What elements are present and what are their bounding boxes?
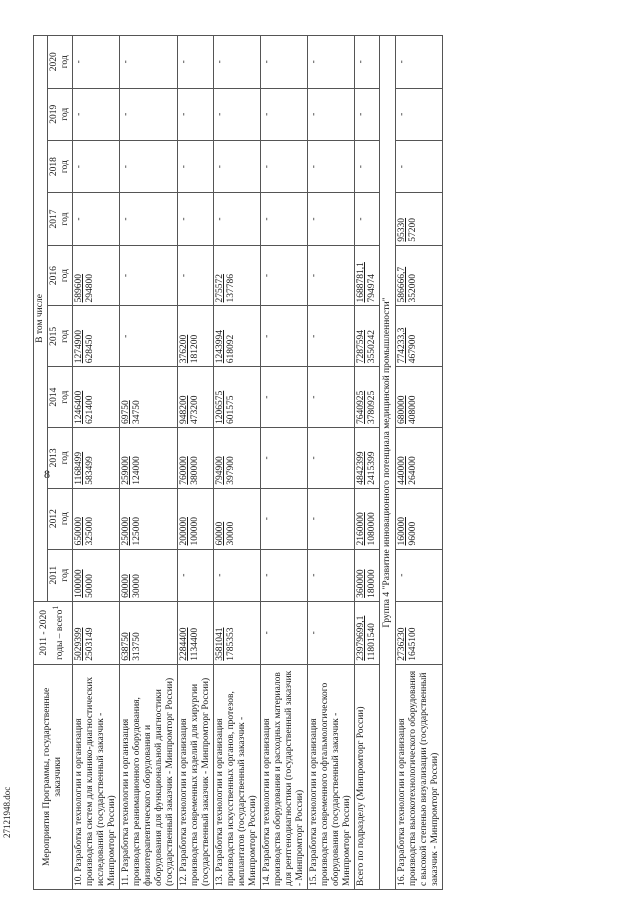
rotated-table-sheet [33, 35, 588, 890]
header-year-unit: год [60, 568, 70, 582]
year-cell-2018 [396, 140, 443, 192]
value-federal: 30000 [226, 521, 236, 546]
value-total: 5029399 [74, 627, 84, 661]
value-total: 360000 [356, 569, 366, 598]
year-cell-2014 [355, 367, 380, 428]
year-cell-2011 [214, 549, 261, 601]
value-total: 7287594 [356, 329, 366, 364]
group-title-row [380, 36, 396, 890]
year-cell-2017 [73, 193, 120, 245]
dash-value: - [262, 395, 272, 399]
value-total: 1243994 [215, 329, 225, 364]
header-year-2013 [48, 427, 73, 488]
year-cell-2018 [261, 140, 308, 192]
dash-value: - [74, 60, 84, 64]
year-cell-2016 [214, 245, 261, 306]
value-total: 160000 [397, 517, 407, 546]
year-cell-2011 [396, 549, 443, 601]
dash-value: - [121, 273, 131, 278]
dash-value: - [74, 217, 84, 221]
dash-value: - [74, 165, 84, 169]
year-cell-2018 [355, 140, 380, 192]
event-name: Всего по подразделу (Минпромторг России) [355, 664, 380, 889]
year-cell-2017 [178, 193, 214, 245]
year-cell-2019 [73, 88, 120, 140]
value-federal: 618092 [226, 334, 236, 364]
year-cell-2015 [396, 306, 443, 367]
year-cell-2014 [120, 367, 178, 428]
year-cell-2012 [396, 488, 443, 549]
year-cell-2019 [261, 88, 308, 140]
value-total: 1206575 [215, 390, 225, 424]
year-cell-2016 [308, 245, 355, 306]
year-cell-2018 [73, 140, 120, 192]
value-federal: 352000 [408, 273, 418, 303]
dash-value: - [121, 334, 131, 338]
header-total-footnote: 1 [51, 605, 61, 610]
year-cell-2016 [355, 245, 380, 306]
dash-value: - [215, 573, 225, 577]
dash-value: - [309, 217, 319, 221]
event-name: 13. Разработка технологии и организация производства искусственных органов, протезов, имплантатов (государственный заказчик - Минпромторг России) [214, 664, 261, 889]
header-including: В том числе [34, 36, 48, 602]
event-name: 12. Разработка технологии и организация производства современных изделий для хирургии (государственный заказчик - Минпромторг России) [178, 664, 214, 889]
year-cell-2015 [73, 306, 120, 367]
dash-value: - [179, 573, 189, 577]
dash-value: - [397, 112, 407, 116]
year-cell-2018 [178, 140, 214, 192]
event-total [120, 601, 178, 664]
header-year-unit: год [60, 107, 70, 121]
dash-value: - [262, 165, 272, 169]
year-cell-2018 [214, 140, 261, 192]
year-cell-2017 [355, 193, 380, 245]
value-total: 259000 [121, 456, 131, 485]
event-name: 14. Разработка технологии и организация производства оборудования и расходных материалов для рентгенодиагностики (государственный заказчик - Минпромторг России) [261, 664, 308, 889]
value-federal: 2415399 [367, 451, 377, 485]
year-cell-2019 [355, 88, 380, 140]
year-cell-2013 [178, 427, 214, 488]
dash-value: - [179, 273, 189, 278]
value-total: 2284400 [179, 627, 189, 661]
value-federal: 11801540 [367, 623, 377, 661]
value-federal: 1645100 [408, 627, 418, 661]
table-row-1 [120, 36, 178, 890]
page-number: 8 [44, 467, 50, 481]
year-cell-2020 [355, 36, 380, 89]
value-federal: 34750 [132, 400, 142, 424]
header-year-unit: год [60, 269, 70, 283]
value-federal: 57200 [408, 217, 418, 242]
value-total: 376200 [179, 334, 189, 364]
program-events-table [33, 35, 443, 890]
year-cell-2016 [178, 245, 214, 306]
header-year-unit: год [60, 160, 70, 174]
dash-value: - [309, 334, 319, 338]
table-row-0 [73, 36, 120, 890]
value-federal: 325000 [85, 517, 95, 546]
value-federal: 3550242 [367, 329, 377, 364]
value-total: 948200 [179, 395, 189, 424]
dash-value: - [179, 112, 189, 116]
year-cell-2013 [73, 427, 120, 488]
group-title: Группа 4 "Развитие инновационного потенциала медицинской промышленности" [380, 36, 396, 890]
value-total: 2736230 [397, 627, 407, 661]
value-federal: 467900 [408, 334, 418, 364]
value-federal: 125000 [132, 517, 142, 546]
year-cell-2019 [120, 88, 178, 140]
year-cell-2011 [261, 549, 308, 601]
year-cell-2014 [178, 367, 214, 428]
value-federal: 1785353 [226, 627, 236, 661]
year-cell-2015 [120, 306, 178, 367]
dash-value: - [309, 112, 319, 116]
value-federal: 583499 [85, 456, 95, 485]
dash-value: - [309, 60, 319, 64]
dash-value: - [356, 217, 366, 221]
value-federal: 181200 [190, 334, 200, 364]
year-cell-2017 [308, 193, 355, 245]
group4-row-0 [396, 36, 443, 890]
header-year-unit: год [60, 55, 70, 69]
dash-value: - [309, 165, 319, 169]
header-year-2014 [48, 367, 73, 428]
value-federal: 397900 [226, 456, 236, 485]
table-row-6 [355, 36, 380, 890]
value-federal: 137786 [226, 273, 236, 303]
value-total: 4842399 [356, 451, 366, 485]
value-total: 589600 [74, 273, 84, 303]
year-cell-2020 [120, 36, 178, 89]
dash-value: - [262, 456, 272, 460]
year-cell-2014 [396, 367, 443, 428]
year-cell-2017 [214, 193, 261, 245]
year-cell-2015 [355, 306, 380, 367]
header-year-number: 2016 [49, 266, 59, 286]
value-federal: 621400 [85, 395, 95, 424]
year-cell-2013 [214, 427, 261, 488]
dash-value: - [309, 631, 319, 635]
year-cell-2015 [261, 306, 308, 367]
value-total: 586666,7 [397, 266, 407, 303]
dash-value: - [309, 517, 319, 521]
year-cell-2015 [178, 306, 214, 367]
dash-value: - [179, 165, 189, 169]
event-name: 11. Разработка технологии и организация производства реанимационного оборудования, физиотерапевтического оборудования и оборудования для функциональной диагностики (государственный заказчик - Минпромторг России) [120, 664, 178, 889]
header-event: Мероприятия Программы, государственные заказчики [34, 664, 73, 889]
dash-value: - [262, 631, 272, 635]
year-cell-2011 [308, 549, 355, 601]
header-year-2011 [48, 549, 73, 601]
year-cell-2012 [73, 488, 120, 549]
dash-value: - [309, 573, 319, 577]
dash-value: - [215, 60, 225, 64]
value-federal: 124000 [132, 456, 142, 485]
year-cell-2013 [308, 427, 355, 488]
header-year-number: 2019 [49, 104, 59, 124]
dash-value: - [179, 217, 189, 221]
event-total [261, 601, 308, 664]
header-total: 2011 - 2020 годы – всего$^1$ [34, 601, 73, 664]
year-cell-2011 [120, 549, 178, 601]
header-year-unit: год [60, 329, 70, 343]
dash-value: - [397, 165, 407, 169]
value-total: 760000 [179, 456, 189, 485]
value-total: 275572 [215, 273, 225, 303]
event-name: 15. Разработка технологии и организация производства современного офтальмологического оборудования (государственный заказчик - Минпромторг России) [308, 664, 355, 889]
event-total [178, 601, 214, 664]
year-cell-2014 [214, 367, 261, 428]
dash-value: - [262, 573, 272, 577]
header-year-2020 [48, 36, 73, 89]
table-row-2 [178, 36, 214, 890]
dash-value: - [215, 165, 225, 169]
year-cell-2013 [261, 427, 308, 488]
dash-value: - [121, 165, 131, 169]
dash-value: - [74, 112, 84, 116]
value-federal: 294800 [85, 273, 95, 303]
event-total [308, 601, 355, 664]
value-federal: 794974 [367, 273, 377, 303]
value-federal: 30000 [132, 574, 142, 598]
value-total: 100000 [74, 569, 84, 598]
dash-value: - [356, 112, 366, 116]
dash-value: - [215, 112, 225, 116]
year-cell-2017 [396, 193, 443, 245]
year-cell-2015 [308, 306, 355, 367]
value-total: 774233,3 [397, 327, 407, 364]
footer-document-code: 27121948.doc [2, 786, 12, 838]
header-year-number: 2018 [49, 157, 59, 177]
header-year-2012 [48, 488, 73, 549]
value-federal: 2503149 [85, 627, 95, 661]
year-cell-2012 [308, 488, 355, 549]
year-cell-2020 [73, 36, 120, 89]
value-total: 1168499 [74, 451, 84, 485]
year-cell-2013 [396, 427, 443, 488]
header-year-number: 2014 [49, 387, 59, 407]
year-cell-2017 [120, 193, 178, 245]
dash-value: - [121, 217, 131, 221]
value-federal: 264000 [408, 456, 418, 485]
year-cell-2019 [308, 88, 355, 140]
value-federal: 473200 [190, 395, 200, 424]
header-year-number: 2012 [49, 509, 59, 529]
value-total: 794900 [215, 456, 225, 485]
year-cell-2012 [214, 488, 261, 549]
dash-value: - [262, 112, 272, 116]
header-year-number: 2017 [49, 209, 59, 229]
value-federal: 3780925 [367, 390, 377, 424]
value-total: 250000 [121, 517, 131, 546]
dash-value: - [262, 334, 272, 338]
year-cell-2019 [178, 88, 214, 140]
header-year-number: 2013 [49, 448, 59, 468]
dash-value: - [356, 60, 366, 64]
year-cell-2020 [214, 36, 261, 89]
header-year-2019 [48, 88, 73, 140]
table-row-4 [261, 36, 308, 890]
header-year-2016 [48, 245, 73, 306]
header-year-unit: год [60, 512, 70, 526]
year-cell-2011 [355, 549, 380, 601]
value-total: 3581041 [215, 627, 225, 661]
dash-value: - [309, 395, 319, 399]
year-cell-2012 [178, 488, 214, 549]
dash-value: - [262, 517, 272, 521]
value-federal: 313750 [132, 632, 142, 661]
event-total [214, 601, 261, 664]
value-federal: 380000 [190, 456, 200, 485]
year-cell-2020 [261, 36, 308, 89]
year-cell-2020 [308, 36, 355, 89]
table-row-3 [214, 36, 261, 890]
event-name: 16. Разработка технологии и организация производства высокотехнологического оборудования с высокой степенью визуализации (государственный заказчик - Минпромторг России) [396, 664, 443, 889]
value-total: 638750 [121, 632, 131, 661]
header-year-number: 2015 [49, 326, 59, 346]
header-year-number: 2020 [49, 52, 59, 72]
header-year-unit: год [60, 451, 70, 465]
value-total: 1274900 [74, 329, 84, 364]
dash-value: - [309, 273, 319, 278]
dash-value: - [262, 60, 272, 64]
table-row-5 [308, 36, 355, 890]
value-total: 60000 [121, 574, 131, 598]
year-cell-2018 [308, 140, 355, 192]
dash-value: - [262, 273, 272, 278]
year-cell-2016 [120, 245, 178, 306]
header-row-top [34, 36, 48, 890]
header-year-2017 [48, 193, 73, 245]
value-total: 440000 [397, 456, 407, 485]
dash-value: - [309, 456, 319, 460]
year-cell-2012 [355, 488, 380, 549]
year-cell-2013 [120, 427, 178, 488]
dash-value: - [179, 60, 189, 64]
year-cell-2014 [73, 367, 120, 428]
year-cell-2016 [396, 245, 443, 306]
header-year-2018 [48, 140, 73, 192]
year-cell-2012 [261, 488, 308, 549]
event-total [396, 601, 443, 664]
year-cell-2018 [120, 140, 178, 192]
value-total: 69750 [121, 400, 131, 424]
dash-value: - [356, 165, 366, 169]
value-total: 1688781,1 [356, 262, 366, 303]
header-year-unit: год [60, 212, 70, 226]
dash-value: - [397, 60, 407, 64]
year-cell-2014 [261, 367, 308, 428]
header-year-number: 2011 [49, 565, 59, 585]
dash-value: - [215, 217, 225, 221]
year-cell-2013 [355, 427, 380, 488]
value-total: 2160000 [356, 512, 366, 546]
value-federal: 96000 [408, 521, 418, 546]
year-cell-2014 [308, 367, 355, 428]
year-cell-2020 [396, 36, 443, 89]
value-federal: 1080000 [367, 512, 377, 546]
year-cell-2016 [73, 245, 120, 306]
dash-value: - [121, 112, 131, 116]
value-federal: 100000 [190, 517, 200, 546]
event-total [355, 601, 380, 664]
dash-value: - [262, 217, 272, 221]
dash-value: - [121, 60, 131, 64]
year-cell-2019 [214, 88, 261, 140]
value-federal: 601575 [226, 395, 236, 424]
dash-value: - [397, 573, 407, 577]
year-cell-2015 [214, 306, 261, 367]
event-total [73, 601, 120, 664]
year-cell-2017 [261, 193, 308, 245]
value-total: 60000 [215, 521, 225, 546]
year-cell-2019 [396, 88, 443, 140]
year-cell-2011 [73, 549, 120, 601]
value-federal: 1134400 [190, 627, 200, 661]
year-cell-2016 [261, 245, 308, 306]
event-name: 10. Разработка технологии и организация производства систем для клинико-диагностических исследований (государственный заказчик - Минпромторг России) [73, 664, 120, 889]
value-total: 200000 [179, 517, 189, 546]
value-total: 680000 [397, 395, 407, 424]
header-year-unit: год [60, 390, 70, 404]
value-total: 7640925 [356, 390, 366, 424]
value-total: 1246400 [74, 390, 84, 424]
value-total: 23979699,1 [356, 615, 366, 661]
value-federal: 180000 [367, 569, 377, 598]
value-federal: 50000 [85, 574, 95, 598]
year-cell-2020 [178, 36, 214, 89]
year-cell-2011 [178, 549, 214, 601]
value-total: 95330 [397, 217, 407, 242]
value-federal: 628450 [85, 334, 95, 364]
value-federal: 408000 [408, 395, 418, 424]
header-year-2015 [48, 306, 73, 367]
value-total: 650000 [74, 517, 84, 546]
year-cell-2012 [120, 488, 178, 549]
